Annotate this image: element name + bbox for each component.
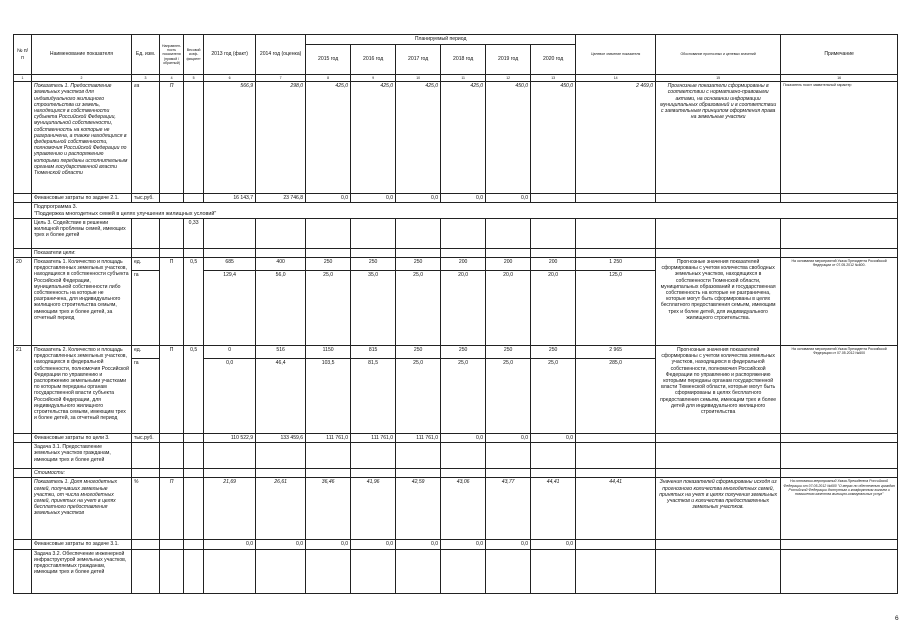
unit: га [132, 359, 160, 434]
finance-2018: 0,0 [441, 434, 486, 443]
col-weight: Весовой коэф-фициент [184, 35, 204, 75]
column-numbers-row [14, 75, 898, 82]
finance-label: Финансовые затраты по задаче 2.1. [32, 194, 132, 203]
value-2013: 0,0 [204, 359, 256, 434]
colnum: 7 [256, 75, 306, 82]
value-2020: 450,0 [531, 82, 576, 194]
value-2018: 250 [441, 346, 486, 359]
col-year: 2020 год [531, 45, 576, 75]
value-2018: 425,0 [441, 82, 486, 194]
colnum: 3 [132, 75, 160, 82]
finance-row [14, 434, 898, 443]
colnum: 9 [351, 75, 396, 82]
finance-2018: 0,0 [441, 540, 486, 549]
col-planned: Планируемый период [306, 35, 576, 45]
colnum: 11 [441, 75, 486, 82]
value-2020: 200 [531, 258, 576, 271]
value-2019: 450,0 [486, 82, 531, 194]
finance-2013: 0,0 [204, 540, 256, 549]
value-2013: 0 [204, 346, 256, 359]
weight: 0,5 [184, 258, 204, 346]
subprogram-row [14, 203, 898, 218]
target-value: 285,0 [576, 359, 656, 434]
task-row [14, 443, 898, 469]
col-no: № п/п [14, 35, 32, 75]
target-value: 2 469,0 [576, 82, 656, 194]
value-2018: 200 [441, 258, 486, 271]
unit: ед. [132, 258, 160, 271]
finance-2014: 133 459,6 [256, 434, 306, 443]
colnum: 12 [486, 75, 531, 82]
task-name: Задача 3.2. Обеспечение инженерной инфраструктурой земельных участков, предоставляемых гражданам, имеющим трех и более детей [32, 549, 132, 593]
finance-2014: 23 746,8 [256, 194, 306, 203]
note: Показатель носит заявительный характер [781, 82, 898, 194]
indicator-name: Показатель 1. Предоставление земельных участков для индивидуального жилищного строительства из земель, находящихся в собственности субъекта Российской Федерации, муниципальной собственности, собственность на которые не разграничена, а также находящихся в федеральной собственности, полномочия Российской Федерации по управлению и распоряжению которыми переданы исполнительным органам государственной власти Тюменской области [32, 82, 132, 194]
value-2013: 566,9 [204, 82, 256, 194]
finance-2018: 0,0 [441, 194, 486, 203]
value-2019: 25,0 [486, 359, 531, 434]
target-value: 1 250 [576, 258, 656, 271]
col-year: 2017 год [396, 45, 441, 75]
goal-weight: 0,33 [184, 218, 204, 248]
unit: га [132, 271, 160, 346]
finance-2016: 0,0 [351, 540, 396, 549]
unit: га [132, 82, 160, 194]
col-rationale: Обоснование прогнозных и целевых значений [656, 35, 781, 75]
table-row [14, 478, 898, 540]
value-2016: 425,0 [351, 82, 396, 194]
direction: П [160, 478, 184, 540]
direction: П [160, 258, 184, 346]
value-2017: 250 [396, 258, 441, 271]
finance-2015: 0,0 [306, 194, 351, 203]
task-indicators-label: Стоимости: [32, 469, 132, 478]
finance-row [14, 194, 898, 203]
direction: П [160, 82, 184, 194]
value-2014: 400 [256, 258, 306, 271]
colnum: 4 [160, 75, 184, 82]
value-2017: 25,0 [396, 359, 441, 434]
section-label-row [14, 469, 898, 478]
weight: 0,5 [184, 346, 204, 434]
rationale: Прогнозные значения показателей сформированы с учетом количества свободных земельных участков, находящихся в собственности Тюменской области, муниципальных образований и государственная собственность на которые не разграничена, которые могут быть сформированы в целях бесплатного предоставления семьям, имеющим трех и более детей, для индивидуального жилищного строительства. [656, 258, 781, 346]
goal-row [14, 218, 898, 248]
note: На основании мероприятий Указа Президента Российской Федерации от 07.05.2012 №600 [781, 346, 898, 434]
colnum: 10 [396, 75, 441, 82]
value-2014: 46,4 [256, 359, 306, 434]
table-row [14, 82, 898, 194]
finance-2017: 111 761,0 [396, 434, 441, 443]
finance-2016: 0,0 [351, 194, 396, 203]
value-2015: 103,5 [306, 359, 351, 434]
indicator-name: Показатель 2. Количество и площадь предоставленных земельных участков, находящихся в федеральной собственности, полномочия Российской Федерации по управлению и распоряжению земельными участками по которым переданы органам государственной власти субъекта Российской Федерации, для индивидуального жилищного строительства семьям, имеющим трех и более детей, за отчетный период [32, 346, 132, 434]
colnum: 13 [531, 75, 576, 82]
task-row [14, 549, 898, 593]
finance-2013: 16 143,7 [204, 194, 256, 203]
section-label-row [14, 248, 898, 257]
finance-2020: 0,0 [531, 434, 576, 443]
finance-label: Финансовые затраты по цели 3. [32, 434, 132, 443]
value-2020: 44,41 [531, 478, 576, 540]
value-2020: 20,0 [531, 271, 576, 346]
col-target: Целевое значение показателя [576, 35, 656, 75]
col-name: Наименование показателя [32, 35, 132, 75]
direction: П [160, 346, 184, 434]
colnum: 8 [306, 75, 351, 82]
value-2013: 685 [204, 258, 256, 271]
colnum: 6 [204, 75, 256, 82]
finance-2020: 0,0 [531, 540, 576, 549]
col-2014: 2014 год (оценка) [256, 35, 306, 75]
value-2017: 425,0 [396, 82, 441, 194]
finance-2019: 0,0 [486, 540, 531, 549]
finance-2019: 0,0 [486, 434, 531, 443]
indicators-table [13, 34, 898, 594]
col-year: 2016 год [351, 45, 396, 75]
target-value: 44,41 [576, 478, 656, 540]
colnum: 2 [32, 75, 132, 82]
finance-row [14, 540, 898, 549]
finance-2015: 0,0 [306, 540, 351, 549]
value-2014: 298,0 [256, 82, 306, 194]
note: На основании мероприятий Указа Президента Российской Федерации от 07.05.2012 №600 "О мерах по обеспечению граждан Российской Федерации доступным и комфортным жильем и повышению качества жилищно-коммунальных услуг" [781, 478, 898, 540]
note: На основании мероприятий Указа Президента Российской Федерации от 07.05.2012 №600. [781, 258, 898, 346]
value-2017: 250 [396, 346, 441, 359]
row-number: 21 [14, 346, 32, 434]
subprogram-title: Подпрограмма 3. [34, 204, 78, 211]
finance-2017: 0,0 [396, 540, 441, 549]
subprogram-subtitle: "Поддержка многодетных семей в целях улучшения жилищных условий" [34, 210, 217, 217]
value-2017: 42,59 [396, 478, 441, 540]
value-2015: 36,46 [306, 478, 351, 540]
value-2018: 43,06 [441, 478, 486, 540]
value-2014: 516 [256, 346, 306, 359]
finance-2013: 110 522,9 [204, 434, 256, 443]
colnum: 1 [14, 75, 32, 82]
col-year: 2018 год [441, 45, 486, 75]
finance-2019: 0,0 [486, 194, 531, 203]
value-2016: 250 [351, 258, 396, 271]
finance-2014: 0,0 [256, 540, 306, 549]
unit: тыс.руб. [132, 194, 160, 203]
col-2013: 2013 год (факт) [204, 35, 256, 75]
value-2015: 425,0 [306, 82, 351, 194]
colnum: 14 [576, 75, 656, 82]
goal-indicators-label: Показатели цели: [32, 248, 132, 257]
value-2017: 25,0 [396, 271, 441, 346]
goal-name: Цель 3. Содействие в решении жилищной проблемы семей, имеющих трех и более детей [32, 218, 132, 248]
table-row [14, 258, 898, 271]
value-2015: 25,0 [306, 271, 351, 346]
col-unit: Ед. изм. [132, 35, 160, 75]
rationale: Прогнозные показатели сформированы в соответствии с нормативно-правовыми актами, на основании информации муниципальных образований и в соответствии с заявительным принципом оформления права на земельные участки [656, 82, 781, 194]
target-value: 125,0 [576, 271, 656, 346]
value-2019: 43,77 [486, 478, 531, 540]
finance-2015: 111 761,0 [306, 434, 351, 443]
col-direction: Направлен-ность показателя (прямой / обратный) [160, 35, 184, 75]
value-2016: 35,0 [351, 271, 396, 346]
rationale: Прогнозные значения показателей сформированы с учетом количества земельных участков, находящихся в федеральной собственности, полномочия Российской Федерации по управлению и распоряжению которыми переданы органам государственной власти Тюменской области, которые могут быть сформированы в целях бесплатного предоставления семьям, имеющим трех и более детей для индивидуального жилищного строительства [656, 346, 781, 434]
value-2016: 815 [351, 346, 396, 359]
value-2015: 1150 [306, 346, 351, 359]
indicator-name: Показатель 1. Количество и площадь предоставленных земельных участков, находящихся в собственности субъекта Российской Федерации, муниципальной собственности либо собственность на которые не разграничена, для индивидуального жилищного строительства семьям, имеющим трех и более детей, за отчетный период [32, 258, 132, 346]
value-2018: 20,0 [441, 271, 486, 346]
table-row [14, 346, 898, 359]
value-2015: 250 [306, 258, 351, 271]
value-2013: 21,69 [204, 478, 256, 540]
unit: ед. [132, 346, 160, 359]
col-year: 2019 год [486, 45, 531, 75]
value-2019: 200 [486, 258, 531, 271]
value-2020: 250 [531, 346, 576, 359]
col-note: Примечание [781, 35, 898, 75]
value-2014: 26,61 [256, 478, 306, 540]
row-number: 20 [14, 258, 32, 346]
colnum: 16 [781, 75, 898, 82]
value-2020: 25,0 [531, 359, 576, 434]
finance-label: Финансовые затраты по задаче 3.1. [32, 540, 132, 549]
value-2019: 250 [486, 346, 531, 359]
colnum: 5 [184, 75, 204, 82]
rationale: Значения показателей сформированы исходя из прогнозного количества многодетных семей, принятых на учет в целях получения земельных участков и количества предоставленных земельных участков. [656, 478, 781, 540]
unit: % [132, 478, 160, 540]
col-year: 2015 год [306, 45, 351, 75]
target-value: 2 965 [576, 346, 656, 359]
colnum: 15 [656, 75, 781, 82]
indicator-name: Показатель 1. Доля многодетных семей, получивших земельные участки, от числа многодетных семей, принятых на учет в целях бесплатного предоставления земельных участков [32, 478, 132, 540]
finance-2017: 0,0 [396, 194, 441, 203]
value-2018: 25,0 [441, 359, 486, 434]
value-2013: 129,4 [204, 271, 256, 346]
unit [132, 540, 160, 549]
unit: тыс.руб. [132, 434, 160, 443]
finance-2016: 111 761,0 [351, 434, 396, 443]
page-number: 6 [895, 615, 899, 622]
value-2014: 56,0 [256, 271, 306, 346]
value-2016: 81,5 [351, 359, 396, 434]
task-name: Задача 3.1. Предоставление земельных участков гражданам, имеющим трех и более детей [32, 443, 132, 469]
value-2019: 20,0 [486, 271, 531, 346]
value-2016: 41,96 [351, 478, 396, 540]
